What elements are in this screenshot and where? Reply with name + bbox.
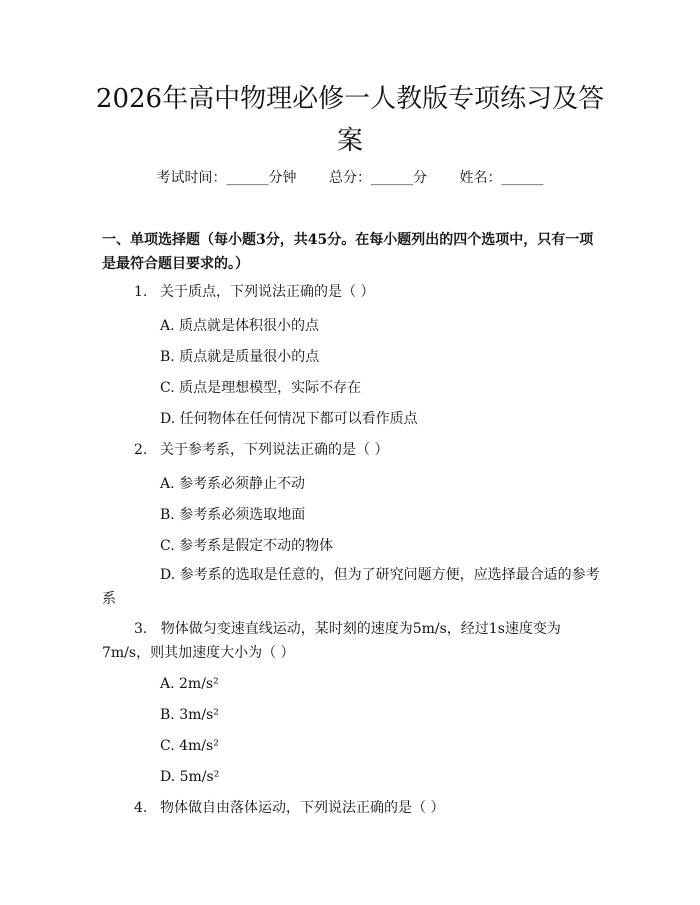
exam-time-field: 考试时间：______分钟 xyxy=(156,170,297,186)
question-1-option-d: D. 任何物体在任何情况下都可以看作质点 xyxy=(160,411,418,427)
question-1 xyxy=(134,280,374,304)
question-3 xyxy=(102,617,602,665)
exam-info-line xyxy=(0,168,700,188)
total-score-field: 总分：______分 xyxy=(329,170,427,186)
question-text: 物体做自由落体运动，下列说法正确的是（ ） xyxy=(160,800,445,816)
question-number: 3. xyxy=(134,621,148,637)
question-number: 1. xyxy=(134,284,148,300)
student-name-field: 姓名：______ xyxy=(459,170,544,186)
question-text: 物体做匀变速直线运动，某时刻的速度为5m/s，经过1s速度变为7m/s，则其加速度大小为（ ） xyxy=(102,621,561,661)
question-1-option-b: B. 质点就是质量很小的点 xyxy=(160,349,320,365)
question-3-option-b: B. 3m/s² xyxy=(160,707,219,723)
question-1-option-a: A. 质点就是体积很小的点 xyxy=(160,318,320,334)
question-text: 关于质点，下列说法正确的是（ ） xyxy=(160,284,375,300)
question-number: 4. xyxy=(134,800,148,816)
question-1-option-c: C. 质点是理想模型，实际不存在 xyxy=(160,380,362,396)
question-3-option-d: D. 5m/s² xyxy=(160,769,220,785)
question-2-option-a: A. 参考系必须静止不动 xyxy=(160,476,306,492)
question-text: 关于参考系，下列说法正确的是（ ） xyxy=(160,442,389,458)
page-title: 2026年高中物理必修一人教版专项练习及答案 xyxy=(95,84,605,156)
section-heading: 一、单项选择题（每小题3分，共45分。在每小题列出的四个选项中，只有一项是最符合题目要求的。） xyxy=(102,232,594,272)
question-4 xyxy=(134,796,444,820)
question-2-option-d: D. 参考系的选取是任意的，但为了研究问题方便，应选择最合适的参考系 xyxy=(102,567,600,607)
question-2-option-b: B. 参考系必须选取地面 xyxy=(160,507,306,523)
question-2 xyxy=(134,438,388,462)
question-3-option-a: A. 2m/s² xyxy=(160,676,219,692)
question-number: 2. xyxy=(134,442,148,458)
question-2-option-c: C. 参考系是假定不动的物体 xyxy=(160,538,334,554)
question-3-option-c: C. 4m/s² xyxy=(160,738,219,754)
